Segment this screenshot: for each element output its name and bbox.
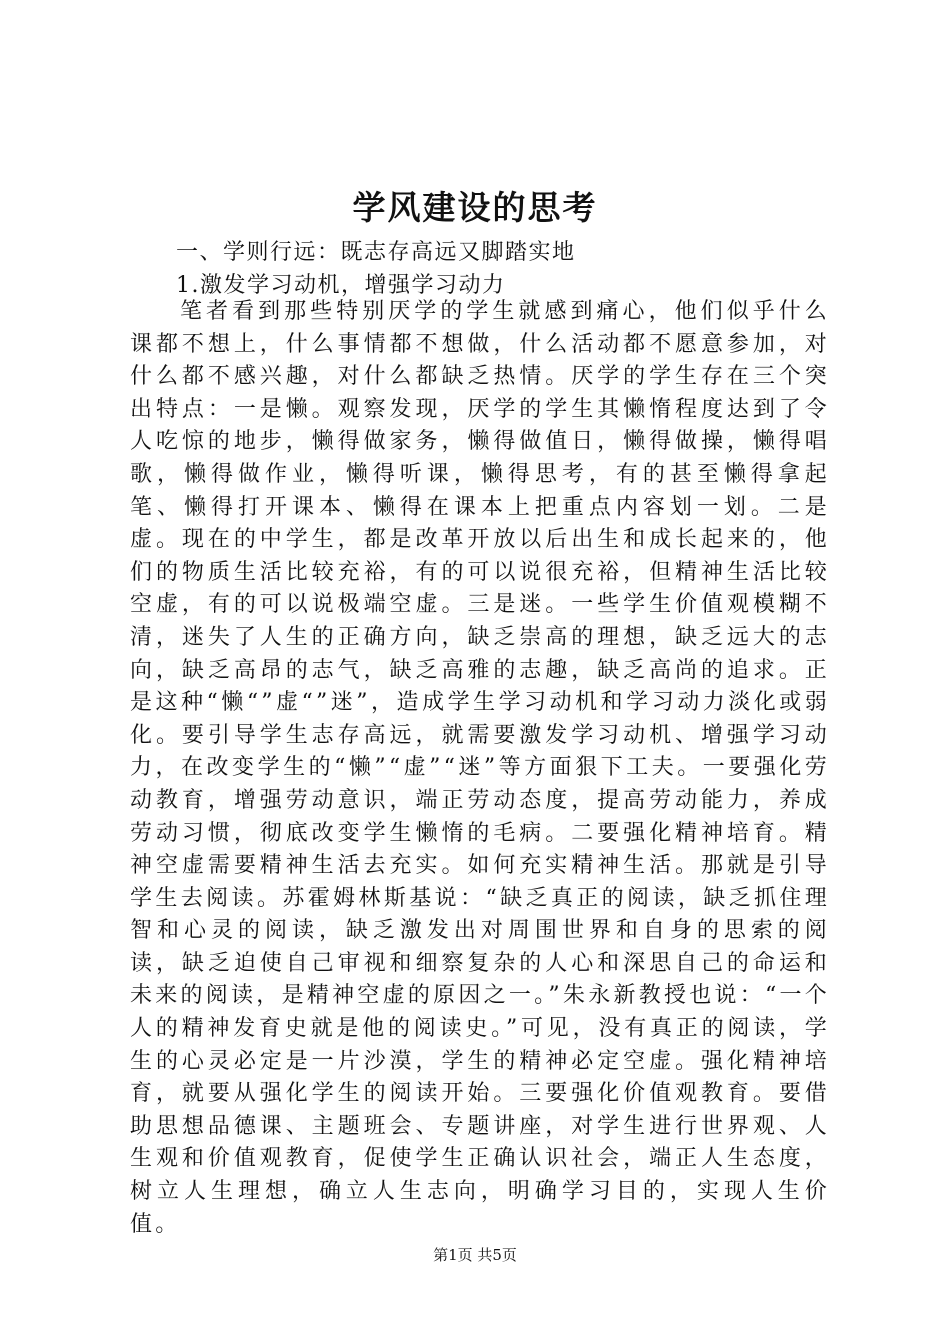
subsection-heading: 1.激发学习动机，增强学习动力 (176, 273, 506, 298)
page-title: 学风建设的思考 (352, 188, 598, 227)
section-heading: 一、学则行远：既志存高远又脚踏实地 (176, 240, 576, 265)
page-footer: 第1页 共5页 (433, 1246, 517, 1264)
body-paragraph: 笔者看到那些特别厌学的学生就感到痛心，他们似乎什么课都不想上，什么事情都不想做，什么活动都不愿意参加，对什么都不感兴趣，对什么都缺乏热情。厌学的学生存在三个突出特点：一是懒。观察发现，厌学的学生其懒惰程度达到了令人吃惊的地步，懒得做家务，懒得做值日，懒得做操，懒得唱歌，懒得做作业，懒得听课，懒得思考，有的甚至懒得拿起笔、懒得打开课本、懒得在课本上把重点内容划一划。二是虚。现在的中学生，都是改革开放以后出生和成长起来的，他们的物质生活比较充裕，有的可以说很充裕，但精神生活比较空虚，有的可以说极端空虚。三是迷。一些学生价值观模糊不清，迷失了人生的正确方向，缺乏崇高的理想，缺乏远大的志向，缺乏高昂的志气，缺乏高雅的志趣，缺乏高尚的追求。正是这种“懒“”虚“”迷”，造成学生学习动机和学习动力淡化或弱化。要引导学生志存高远，就需要激发学习动机、增强学习动力，在改变学生的“懒”“虚”“迷”等方面狠下工夫。一要强化劳动教育，增强劳动意识，端正劳动态度，提高劳动能力，养成劳动习惯，彻底改变学生懒惰的毛病。二要强化精神培育。精神空虚需要精神生活去充实。如何充实精神生活。那就是引导学生去阅读。苏霍姆林斯基说：“缺乏真正的阅读，缺乏抓住理智和心灵的阅读，缺乏激发出对周围世界和自身的思索的阅读，缺乏迫使自己审视和细察复杂的人心和深思自己的命运和未来的阅读，是精神空虚的原因之一。”朱永新教授也说：“一个人的精神发育史就是他的阅读史。”可见，没有真正的阅读，学生的心灵必定是一片沙漠，学生的精神必定空虚。强化精神培育，就要从强化学生的阅读开始。三要强化价值观教育。要借助思想品德课、主题班会、专题讲座，对学生进行世界观、人生观和价值观教育，促使学生正确认识社会，端正人生态度，树立人生理想，确立人生志向，明确学习目的，实现人生价值。 (130, 299, 830, 1237)
